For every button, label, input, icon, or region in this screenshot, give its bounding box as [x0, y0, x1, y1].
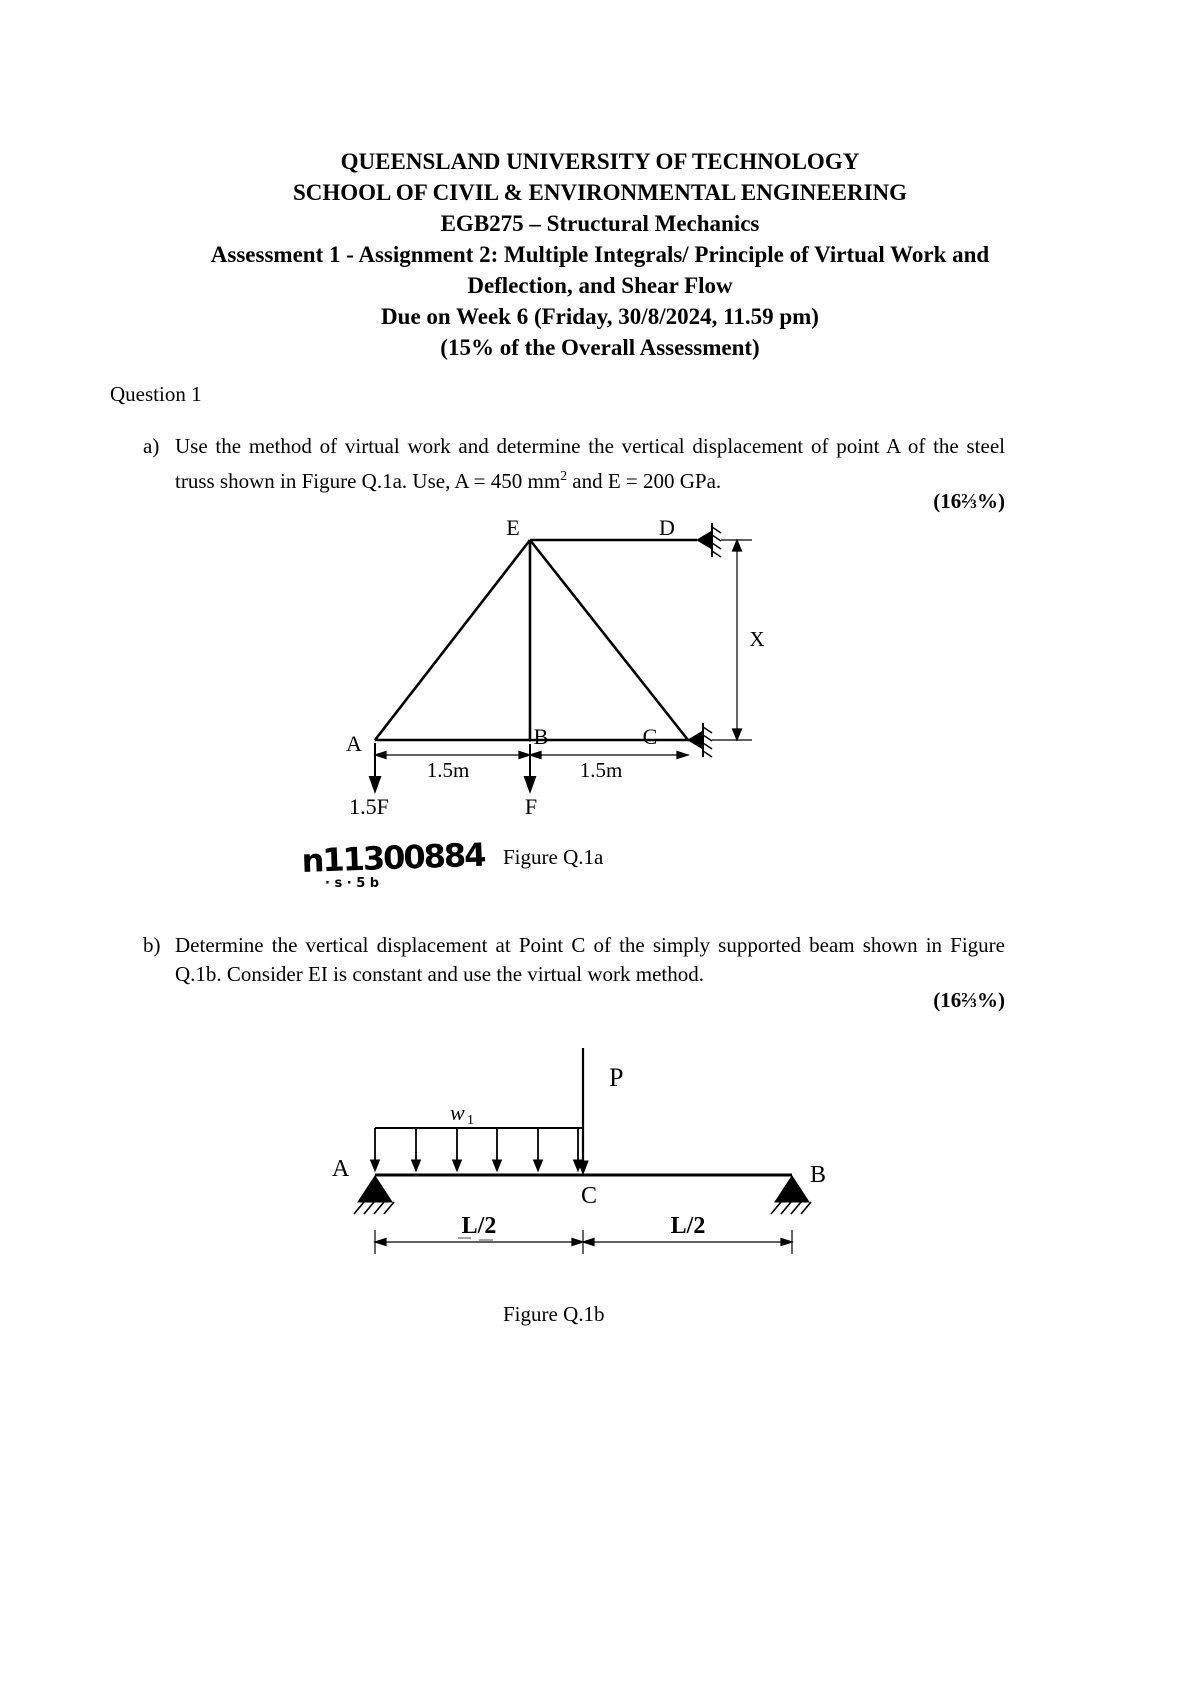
node-label-d: D [659, 515, 675, 540]
header-line-course: EGB275 – Structural Mechanics [440, 211, 760, 236]
point-load-label: P [609, 1063, 624, 1092]
question-1b [143, 931, 1005, 989]
dim-left-label: L/2 [461, 1213, 497, 1239]
member-ec [530, 540, 688, 740]
header-line-title-2: Deflection, and Shear Flow [467, 273, 733, 298]
handwritten-scribble: · s · 5 b [325, 876, 380, 891]
question-1a [143, 432, 1005, 496]
member-ae [375, 540, 530, 740]
dim-x-arrow-top [733, 540, 742, 551]
beam-label-a: A [332, 1156, 350, 1182]
truss-members [375, 540, 697, 740]
dim-right-label: L/2 [670, 1213, 706, 1239]
question-1a-label: a) [143, 434, 160, 458]
header-line-school: SCHOOL OF CIVIL & ENVIRONMENTAL ENGINEERING [292, 180, 908, 205]
dim-bc-arrow-right [677, 752, 688, 759]
distributed-load [371, 1128, 584, 1171]
question-1b-marks: (16⅔%) [933, 988, 1005, 1012]
support-d-hatch [712, 527, 721, 557]
dim-right-arrow-right [781, 1239, 792, 1246]
force-b-head [525, 777, 535, 791]
figure-q1b-beam [330, 1040, 845, 1270]
beam-dimensions [375, 1230, 792, 1254]
dim-ab-arrow-left [375, 752, 386, 759]
dim-bc-label: 1.5m [579, 758, 623, 782]
support-d-pin [697, 523, 721, 557]
support-c-pin [688, 723, 712, 757]
dimension-spans [375, 725, 688, 759]
dim-bc-arrow-left [530, 752, 541, 759]
dim-right-arrow-left [583, 1239, 594, 1246]
force-a-label: 1.5F [349, 794, 389, 819]
handwritten-student-id: n11300884 [300, 835, 486, 880]
support-d-triangle [697, 531, 712, 549]
node-label-c: C [642, 724, 658, 749]
support-c-hatch [703, 727, 712, 757]
node-label-a: A [346, 731, 362, 756]
question-1b-text: Determine the vertical displacement at Point C of the simply supported beam shown in Figure Q.1b. Consider EI is constant and use the virtual work method. [175, 933, 1005, 986]
question-1a-text-before: Use the method of virtual work and determine the vertical displacement of point A of the steel truss shown in Figure Q.1a. Use, A = 450 mm [175, 434, 1005, 493]
support-a-hatch [354, 1202, 394, 1214]
document-header [100, 146, 1100, 363]
support-a-pin [354, 1176, 394, 1214]
header-line-weight: (15% of the Overall Assessment) [440, 335, 760, 360]
support-a-triangle [358, 1176, 392, 1202]
distributed-load-label-sub: 1 [467, 1113, 474, 1128]
question-1-title: Question 1 [110, 382, 202, 406]
support-c-triangle [688, 731, 703, 749]
point-load-p [578, 1048, 588, 1174]
question-1a-superscript: 2 [560, 468, 568, 483]
question-1a-text-after: and E = 200 GPa. [567, 469, 722, 493]
header-line-title-1: Assessment 1 - Assignment 2: Multiple Integrals/ Principle of Virtual Work and [210, 242, 990, 267]
dim-x-arrow-bottom [733, 729, 742, 740]
beam-label-b: B [810, 1162, 827, 1188]
distributed-load-label: w [450, 1100, 465, 1125]
dim-x-label: X [749, 627, 765, 651]
node-label-b: B [533, 724, 549, 749]
dimension-x [712, 540, 752, 740]
figure-q1a-truss [300, 515, 790, 895]
figure-q1a-caption: Figure Q.1a [503, 845, 604, 869]
dim-left-arrow-left [375, 1239, 386, 1246]
support-b-hatch [771, 1202, 811, 1214]
dim-ab-label: 1.5m [426, 758, 470, 782]
node-label-e: E [506, 515, 520, 540]
force-a-head [370, 777, 380, 791]
header-line-due: Due on Week 6 (Friday, 30/8/2024, 11.59 pm) [381, 304, 819, 329]
force-b-label: F [524, 794, 538, 819]
question-1b-label: b) [143, 933, 161, 957]
beam-label-c: C [580, 1183, 598, 1209]
support-b-triangle [775, 1176, 809, 1202]
question-1a-text [175, 432, 1005, 496]
question-1a-marks: (16⅔%) [933, 489, 1005, 513]
header-line-university: QUEENSLAND UNIVERSITY OF TECHNOLOGY [340, 149, 860, 174]
figure-q1b-caption: Figure Q.1b [503, 1302, 605, 1326]
support-b-roller [771, 1176, 811, 1214]
